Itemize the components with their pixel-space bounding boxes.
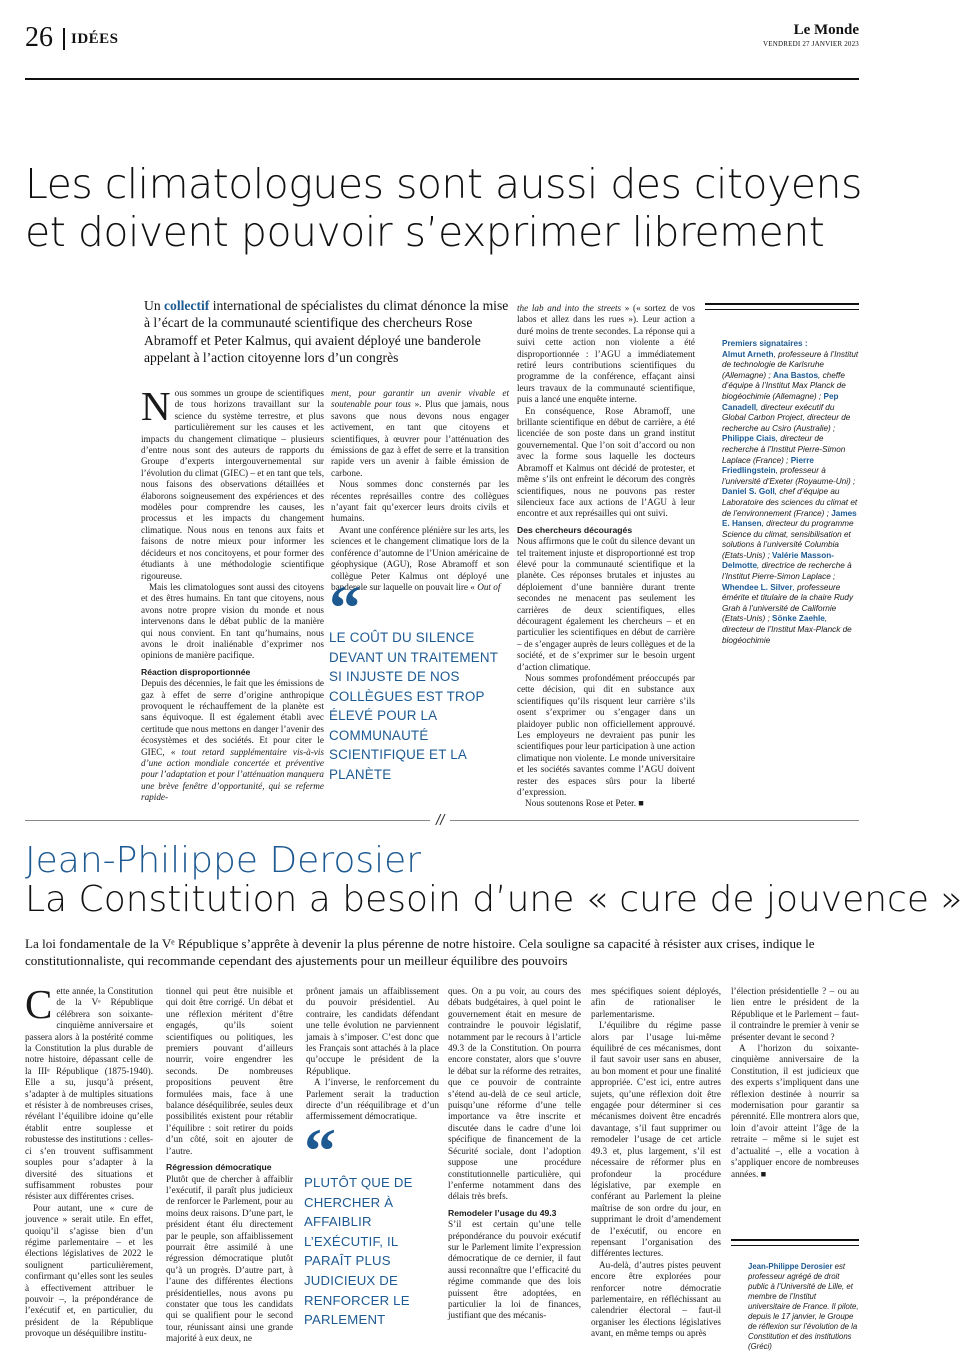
- dropcap: N: [141, 383, 171, 429]
- paragraph: Mais les climatologues sont aussi des citoyens et des êtres humains. En tant que citoyens, nous avons notre propre vision du monde et nous intervenons dans le débat public de la manière qui nous convient. En tant qu’humains, nous avons le droit inaliénable d’exprimer nos opinions de manière pacifique.: [141, 581, 324, 661]
- paragraph: tionnel qui peut être nuisible et qui doit être corrigé. Un débat et une réflexion méritent d’être engagés, qu’ils soient scientifiques ou politiques, les premiers pouvant d’ailleurs nourrir, voire engendrer les seconds. De nombreuses propositions peuvent être formulées mais, face à une balance déséquilibrée, seules deux possibilités existent pour rétablir l’équilibre : soit retirer du poids d’un côté, soit en ajouter de l’autre.: [166, 986, 293, 1156]
- article2-title: La Constitution a besoin d’une « cure de jouvence »: [25, 879, 962, 920]
- signatories-title: Premiers signataires :: [722, 339, 808, 348]
- paragraph: ous sommes un groupe de scientifiques de tous horizons travaillant sur la science du système terrestre, et plus particulièrement sur les causes et les impacts du changement climatique – plusieurs d’entre nous sont des auteurs de rapports du Groupe d’experts intergouvernemental sur l’évolution du climat (GIEC) – et en tant que tels, nous faisons des observations détaillées et élaborons soigneusement des expériences et des modèles pour comprendre les causes, les processus et les impacts du changement climatique. Nous nous en tenons aux faits et faisons de notre mieux pour informer les décideurs et nos concitoyens, et pour former des étudiants à une méthodologie scientifique rigoureuse.: [141, 388, 324, 581]
- signatory-name: Pierre Friedlingstein: [722, 455, 814, 476]
- signatory-name: Pep Canadell: [722, 391, 839, 412]
- paragraph: mes spécifiques soient déployés, afin de rationaliser le parlementarisme.: [591, 986, 721, 1019]
- article1-column-2: [331, 388, 509, 593]
- dropcap: C: [25, 981, 53, 1027]
- signatory-description: , directeur exécutif du Global Carbon Project, directeur de recherche au Csiro (Australie) ;: [722, 402, 851, 433]
- signatory-description: , directeur de l’Institut Max-Planck de biogéochimie: [722, 614, 852, 645]
- quote-mark-icon: “: [304, 1115, 336, 1186]
- le-monde-logo: Le Monde: [793, 22, 859, 38]
- pull-quote-text: PLUTÔT QUE DE CHERCHER À AFFAIBLIR L’EXÉCUTIF, IL PARAÎT PLUS JUDICIEUX DE RENFORCER LE PARLEMENT: [304, 1175, 413, 1328]
- subheading: Régression démocratique: [166, 1162, 272, 1173]
- signatory-description: , professeure émérite et titulaire de la chaire Rudy Grah à l’université de Californie (Etats-Unis) ;: [722, 582, 854, 624]
- paragraph: Avant une conférence plénière sur les arts, les sciences et le changement climatique lors de la conférence d’automne de l’Union américaine de géophysique (AGU), Rose Abramoff et son collègue Peter Kalmus ont déployé une banderole sur laquelle on pouvait lire « Out of: [331, 524, 509, 592]
- signatory-name: James E. Hansen: [722, 508, 857, 529]
- bio-description: est professeur agrégé de droit public à l’Université de Lille, et membre de l’Institut universitaire de France. Il pilote, depuis le 17 janvier, le Groupe de réflexion sur l’évolution de la Constitution et des institutions (Gréci): [748, 1262, 859, 1351]
- separator-mark: //: [430, 812, 450, 829]
- signatory-description: , professeure à l’Institut de technologie de Karlsruhe (Allemagne) ;: [722, 349, 859, 380]
- signatories-top-rule: [705, 303, 859, 310]
- signatory-description: , directeur du programme Science du climat, sensibilisation et solutions à l’université Columbia (Etats-Unis) ;: [722, 519, 854, 560]
- article1-column-1: [141, 383, 324, 804]
- signatories-box: [722, 339, 859, 646]
- article2-author: Jean-Philippe Derosier: [25, 840, 422, 881]
- paragraph: ette année, la Constitution de la Vᵉ République célébrera son soixante-cinquième anniversaire et passera alors à la postérité comme la Constitution la plus durable de notre histoire, dépassant celle de la IIIᵉ République (1875-1940). Elle a su, jusqu’à présent, s’adapter à de multiples situations et résister à de nombreuses crises, révélant l’équilibre idoine qu’elle établit entre souplesse et robustesse des institutions : celles-ci s’en trouvent suffisamment souples pour s’adapter à la diversité des situations et suffisamment robustes pour résister aux différentes crises.: [25, 986, 153, 1202]
- signatories-list: [722, 350, 859, 647]
- article1-chapo: [144, 297, 510, 366]
- paragraph: prônent jamais un affaiblissement du pouvoir présidentiel. Au contraire, les candidats défendant une telle évolution ne parviennent jamais à s’imposer. C’est donc que les Français sont attachés à la place qu’occupe le président de la République.: [306, 986, 439, 1076]
- signatory-name: Valérie Masson-Delmotte: [722, 550, 834, 571]
- section-label: IDÉES: [71, 31, 119, 47]
- signatory-name: Ana Bastos: [772, 370, 819, 380]
- paragraph: Pour autant, une « cure de jouvence » serait utile. En effet, quoiqu’il s’agisse bien d’un régime parlementaire – et les élections législatives de 2022 le soulignent particulièrement, confirmant qu’elles sont les seules à effectivement attribuer le pouvoir –, la prépondérance de l’exécutif et, en particulier, du président de la République provoque un déséquilibre institu-: [25, 1202, 153, 1339]
- paragraph: ment, pour garantir un avenir vivable et soutenable pour tous ». Plus que jamais, nous savons que nous devons nous engager activement, en tant que citoyens et scientifiques, à œuvrer pour l’atténuation des émissions de gaz à effet de serre et la transition rapide vers un avenir à faible émission de carbone.: [331, 388, 509, 478]
- paragraph: Depuis des décennies, le fait que les émissions de gaz à effet de serre d’origine anthropique provoquent le réchauffement de la planète est sans équivoque. Il est également établi avec certitude que nous mettons en danger l’avenir des écosystèmes et des sociétés. Et pour citer le GIEC, « tout retard supplémentaire vis-à-vis d’une action mondiale concertée et préventive pour l’adaptation et pour l’atténuation manquera une brève fenêtre d’opportunité, qui se referme rapide-: [141, 678, 324, 803]
- paragraph: Nous sommes profondément préoccupés par cette décision, qui dit en substance aux scientifiques qu’ils risquent leur carrière s’ils osent s’exprimer ou s’engager dans un plaidoyer public non officiellement approuvé. Les employeurs ne devraient pas punir les scientifiques pour leur participation à une action climatique non violente. Le monde universitaire et les sociétés savantes comme l’AGU doivent rester des espaces sûrs pour la liberté d’expression.: [517, 673, 695, 798]
- article2-column-5: [591, 986, 721, 1340]
- article2-column-3: [306, 986, 439, 1123]
- header-rule: [25, 78, 859, 80]
- chapo-author-link[interactable]: collectif: [164, 298, 210, 313]
- subheading: Remodeler l’usage du 49.3: [448, 1207, 557, 1218]
- article1-title-line1: Les climatologues sont aussi des citoyens: [25, 160, 862, 208]
- paragraph: l’élection présidentielle ? – ou au lien entre le président de la République et le Parlement – faut-il contraindre le premier à venir se présenter devant le second ?: [731, 986, 859, 1042]
- pull-quote-text: LE COÛT DU SILENCE DEVANT UN TRAITEMENT SI INJUSTE DE NOS COLLÈGUES EST TROP ÉLEVÉ POUR LA COMMUNAUTÉ SCIENTIFIQUE ET LA PLANÈTE: [329, 630, 498, 782]
- paragraph: Plutôt que de chercher à affaiblir l’exécutif, il paraît plus judicieux de renforcer le Parlement, pour au moins deux raisons. D’une part, le président étant élu directement par le peuple, son affaiblissement pourrait être assimilé à une régression démocratique plutôt qu’à un progrès. D’autre part, à l’aune des différentes élections présidentielles, nous avons pu constater que tous les candidats qui se qualifient pour le second tour, réunissant ainsi une grande majorité à eux deux, ne: [166, 1173, 293, 1344]
- pull-quote: [329, 572, 509, 784]
- signatory-name: Philippe Ciais: [722, 434, 776, 444]
- subheading: Réaction disproportionnée: [141, 666, 251, 677]
- signatory-description: , chef d’équipe au Laboratoire des sciences du climat et de l’environnement (France) ;: [722, 487, 858, 518]
- article2-column-6: [731, 986, 859, 1180]
- article1-title: [25, 160, 862, 256]
- page-number: 26: [25, 22, 53, 53]
- page-header: [25, 22, 859, 82]
- signatory-description: , directrice de recherche à l’Institut Pierre-Simon Laplace ;: [722, 561, 852, 582]
- paragraph: Nous soutenons Rose et Peter. ■: [525, 798, 644, 809]
- subheading: Des chercheurs découragés: [517, 524, 633, 535]
- article2-chapo: La loi fondamentale de la Vᵉ République s’apprête à devenir la plus pérenne de notre histoire. Cela souligne sa capacité à résister aux crises, indique le constitutionnaliste, qui recommande cependant des ajustements pour un meilleur équilibre des pouvoirs: [25, 936, 815, 968]
- paragraph: the lab and into the streets » (« sortez de vos labos et allez dans les rues »). Leur action a duré moins de trente secondes. La réponse qui a suivi cette action non violente a été disproportionnée : l’AGU a immédiatement retiré leurs contributions scientifiques du programme de la conférence, effaçant ainsi leurs travaux de la communauté scientifique, puis a lancé une enquête interne.: [517, 303, 695, 405]
- signatory-description: , directeur de recherche à l’Institut Pierre-Simon Laplace (France) ;: [722, 434, 846, 465]
- signatory-name: Whendee L. Silver: [722, 582, 793, 592]
- paragraph: Au-delà, d’autres pistes peuvent encore être explorées pour renforcer notre démocratie parlementaire, en réfléchissant au calendrier électoral – faut-il organiser les élections législatives avant, en même temps ou après: [591, 1259, 721, 1339]
- article1-column-3: [517, 303, 695, 810]
- paragraph: Nous sommes donc consternés par les récentes représailles contre des collègues n’ayant fait qu’exercer leurs droits civils et humains.: [331, 479, 509, 524]
- signatory-name: Almut Arneth: [722, 349, 774, 359]
- signatory-description: , cheffe d’équipe à l’Institut Max Planck de biogéochimie (Allemagne) ;: [722, 370, 846, 401]
- signatory-name: Daniel S. Goll: [722, 487, 775, 497]
- issue-date: VENDREDI 27 JANVIER 2023: [763, 40, 859, 48]
- paragraph: A l’inverse, le renforcement du Parlement serait la traduction directe d’un rééquilibrage et d’un affermissement démocratique.: [306, 1077, 439, 1122]
- article2-column-1: [25, 981, 153, 1340]
- signatory-description: , professeur à l’université d’Exeter (Royaume-Uni) ;: [722, 466, 856, 486]
- article1-title-line2: et doivent pouvoir s’exprimer librement: [25, 208, 825, 256]
- paragraph: En conséquence, Rose Abramoff, une brillante scientifique en début de carrière, a été licenciée de son poste dans un grand institut gouvernemental. Que l’on soit d’accord ou non avec la forme sous laquelle les docteurs Abramoff et Kalmus ont décidé de protester, et même s’ils ont enfreint le décorum des congrès scientifiques, nous ne pouvons pas rester silencieux face aux actions de l’AGU à leur encontre et aux représailles qui ont suivi.: [517, 405, 695, 519]
- article2-column-4: [448, 986, 581, 1322]
- paragraph: Nous affirmons que le coût du silence devant un tel traitement injuste et disproportionné est trop élevé pour la communauté scientifique et la planète. Ces réponses brutales et injustes au déploiement d’une bannière durant trente secondes ne menacent pas seulement les carrières de deux scientifiques, elles découragent également les chercheurs – et en particulier les scientifiques en début de carrière – de s’engager auprès de leurs collègues et de la société, et de s’exprimer sur le besoin urgent d’action climatique.: [517, 536, 695, 672]
- quote-mark-icon: “: [329, 572, 361, 643]
- bio-author-name: Jean-Philippe Derosier: [748, 1262, 833, 1271]
- author-bio: [748, 1262, 859, 1352]
- signatory-name: Sönke Zaehle: [772, 614, 825, 624]
- chapo-before: Un: [144, 298, 165, 313]
- paragraph: S’il est certain qu’une telle prépondérance du pouvoir exécutif sur le Parlement limite l’expression démocratique de ce dernier, il faut aussi reconnaître que l’efficacité du régime commande que des lois puissent être adoptées, en particulier la loi de finances, justifiant que des mécanis-: [448, 1219, 581, 1321]
- bio-top-rule: [731, 1239, 859, 1246]
- paragraph: L’équilibre du régime passe alors par l’usage lui-même équilibré de ces mécanismes, dont il faut savoir user sans en abuser, au bon moment et pour une finalité appropriée. C’est ici, entre autres sujets, qu’une réflexion doit être engagée pour déterminer si ces mécanismes doivent être encadrés davantage, s’il faut supprimer ou remodeler l’usage de cet article 49.3 et, plus largement, s’il est nécessaire de réformer plus en profondeur la procédure législative, par exemple en conférant au Parlement la pleine maîtrise de son ordre du jour, en supprimant le droit d’amendement de l’exécutif, ou encore en repensant l’organisation des différentes lectures.: [591, 1020, 721, 1259]
- chapo-after: international de spécialistes du climat dénonce la mise à l’écart de la communauté scientifique des chercheurs Rose Abramoff et Peter Kalmus, qui avaient déployé une banderole appelant à l’action citoyenne lors d’un congrès: [144, 298, 509, 365]
- paragraph: ques. On a pu voir, au cours des débats budgétaires, à quel point le gouvernement était en mesure de contraindre le pouvoir législatif, notamment par le recours à l’article 49.3 de la Constitution. On pourra encore constater, alors que s’ouvre le débat sur la réforme des retraites, que ce pouvoir de contrainte s’étend au-delà de ce seul article, puisqu’une réforme d’une telle importance va être inscrite et discutée dans le cadre d’une loi spécifique de financement de la Sécurité sociale, dont l’adoption suppose une procédure constitutionnelle particulière, qui l’enferme notamment dans des délais très brefs.: [448, 986, 581, 1202]
- paragraph: A l’horizon du soixante-cinquième anniversaire de la Constitution, il est judicieux que des experts s’impliquent dans une réflexion destinée à nourrir sa modernisation pour garantir sa pérennité. Elle montrera alors que, loin d’avoir atteint l’âge de la retraite – même si le sujet est d’actualité –, elle a vocation à s’appliquer encore de nombreuses années. ■: [731, 1043, 859, 1179]
- header-divider: [63, 28, 65, 50]
- pull-quote: [304, 1115, 442, 1330]
- article2-column-2: [166, 986, 293, 1345]
